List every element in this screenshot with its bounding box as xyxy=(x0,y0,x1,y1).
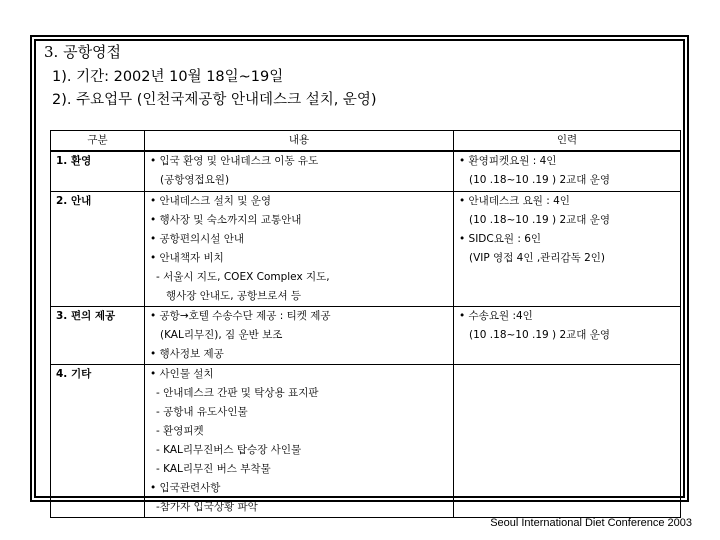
content-line: (KAL리무진), 짐 운반 보조 xyxy=(160,328,283,341)
row-category: 4. 기타 xyxy=(51,364,145,517)
content-line: (공항영접요원) xyxy=(160,174,230,186)
staff-line: (10 .18~10 .19 ) 2교대 운영 xyxy=(469,213,611,226)
row-content xyxy=(145,191,454,306)
content-line: - 안내데스크 간판 및 탁상용 표지판 xyxy=(156,386,319,399)
staff-line: • 환영피켓요원 : 4인 xyxy=(459,155,557,167)
content-line: -참가자 입국상황 파악 xyxy=(156,500,258,513)
content-line: • 행사장 및 숙소까지의 교통안내 xyxy=(150,213,302,226)
content-line: - KAL리무진 버스 부착물 xyxy=(156,462,271,475)
staff-line: (VIP 영접 4인 ,관리감독 2인) xyxy=(469,251,605,264)
table-row xyxy=(51,191,681,306)
staff-line: • 안내데스크 요원 : 4인 xyxy=(459,194,570,207)
row-staff xyxy=(454,151,681,191)
staff-line: • SIDC요원 : 6인 xyxy=(459,232,542,245)
staff-line: (10 .18~10 .19 ) 2교대 운영 xyxy=(469,328,611,341)
content-line: - 서울시 지도, COEX Complex 지도, xyxy=(156,270,330,283)
duties-line: 2). 주요업무 (인천국제공항 안내데스크 설치, 운영) xyxy=(52,92,377,108)
row-content xyxy=(145,364,454,517)
tasks-table xyxy=(50,130,681,518)
row-category: 3. 편의 제공 xyxy=(51,306,145,364)
staff-line: • 수송요원 :4인 xyxy=(459,309,533,322)
content-line: • 공항→호텔 수송수단 제공 : 티켓 제공 xyxy=(150,309,331,322)
content-line: • 입국관련사항 xyxy=(150,481,221,494)
staff-line: (10 .18~10 .19 ) 2교대 운영 xyxy=(469,174,611,186)
table-header-row xyxy=(51,131,681,152)
header-content: 내용 xyxy=(145,131,454,152)
content-line: - 환영피켓 xyxy=(156,424,204,437)
content-line: 행사장 안내도, 공항브로셔 등 xyxy=(166,289,302,302)
content-line: • 입국 환영 및 안내데스크 이동 유도 xyxy=(150,155,319,167)
content-line: - KAL리무진버스 탑승장 사인물 xyxy=(156,443,302,456)
row-category: 2. 안내 xyxy=(51,191,145,306)
content-line: • 사인물 설치 xyxy=(150,367,214,380)
table-row xyxy=(51,364,681,517)
row-category: 1. 환영 xyxy=(51,151,145,191)
row-content xyxy=(145,306,454,364)
row-staff xyxy=(454,191,681,306)
content-line: • 행사정보 제공 xyxy=(150,347,224,360)
content-line: - 공항내 유도사인물 xyxy=(156,405,248,418)
content-line: • 안내데스크 설치 및 운영 xyxy=(150,194,271,207)
period-line: 1). 기간: 2002년 10월 18일~19일 xyxy=(52,69,284,85)
row-content xyxy=(145,151,454,191)
footer-conference: Seoul International Diet Conference 2003 xyxy=(490,517,692,529)
table-row xyxy=(51,151,681,191)
row-staff xyxy=(454,306,681,364)
table-row xyxy=(51,306,681,364)
section-title: 3. 공항영접 xyxy=(44,43,122,61)
content-line: • 안내책자 비치 xyxy=(150,251,224,264)
header-category: 구분 xyxy=(51,131,145,152)
header-staff: 인력 xyxy=(454,131,681,152)
content-line: • 공항편의시설 안내 xyxy=(150,232,245,245)
row-staff-empty xyxy=(454,364,681,517)
